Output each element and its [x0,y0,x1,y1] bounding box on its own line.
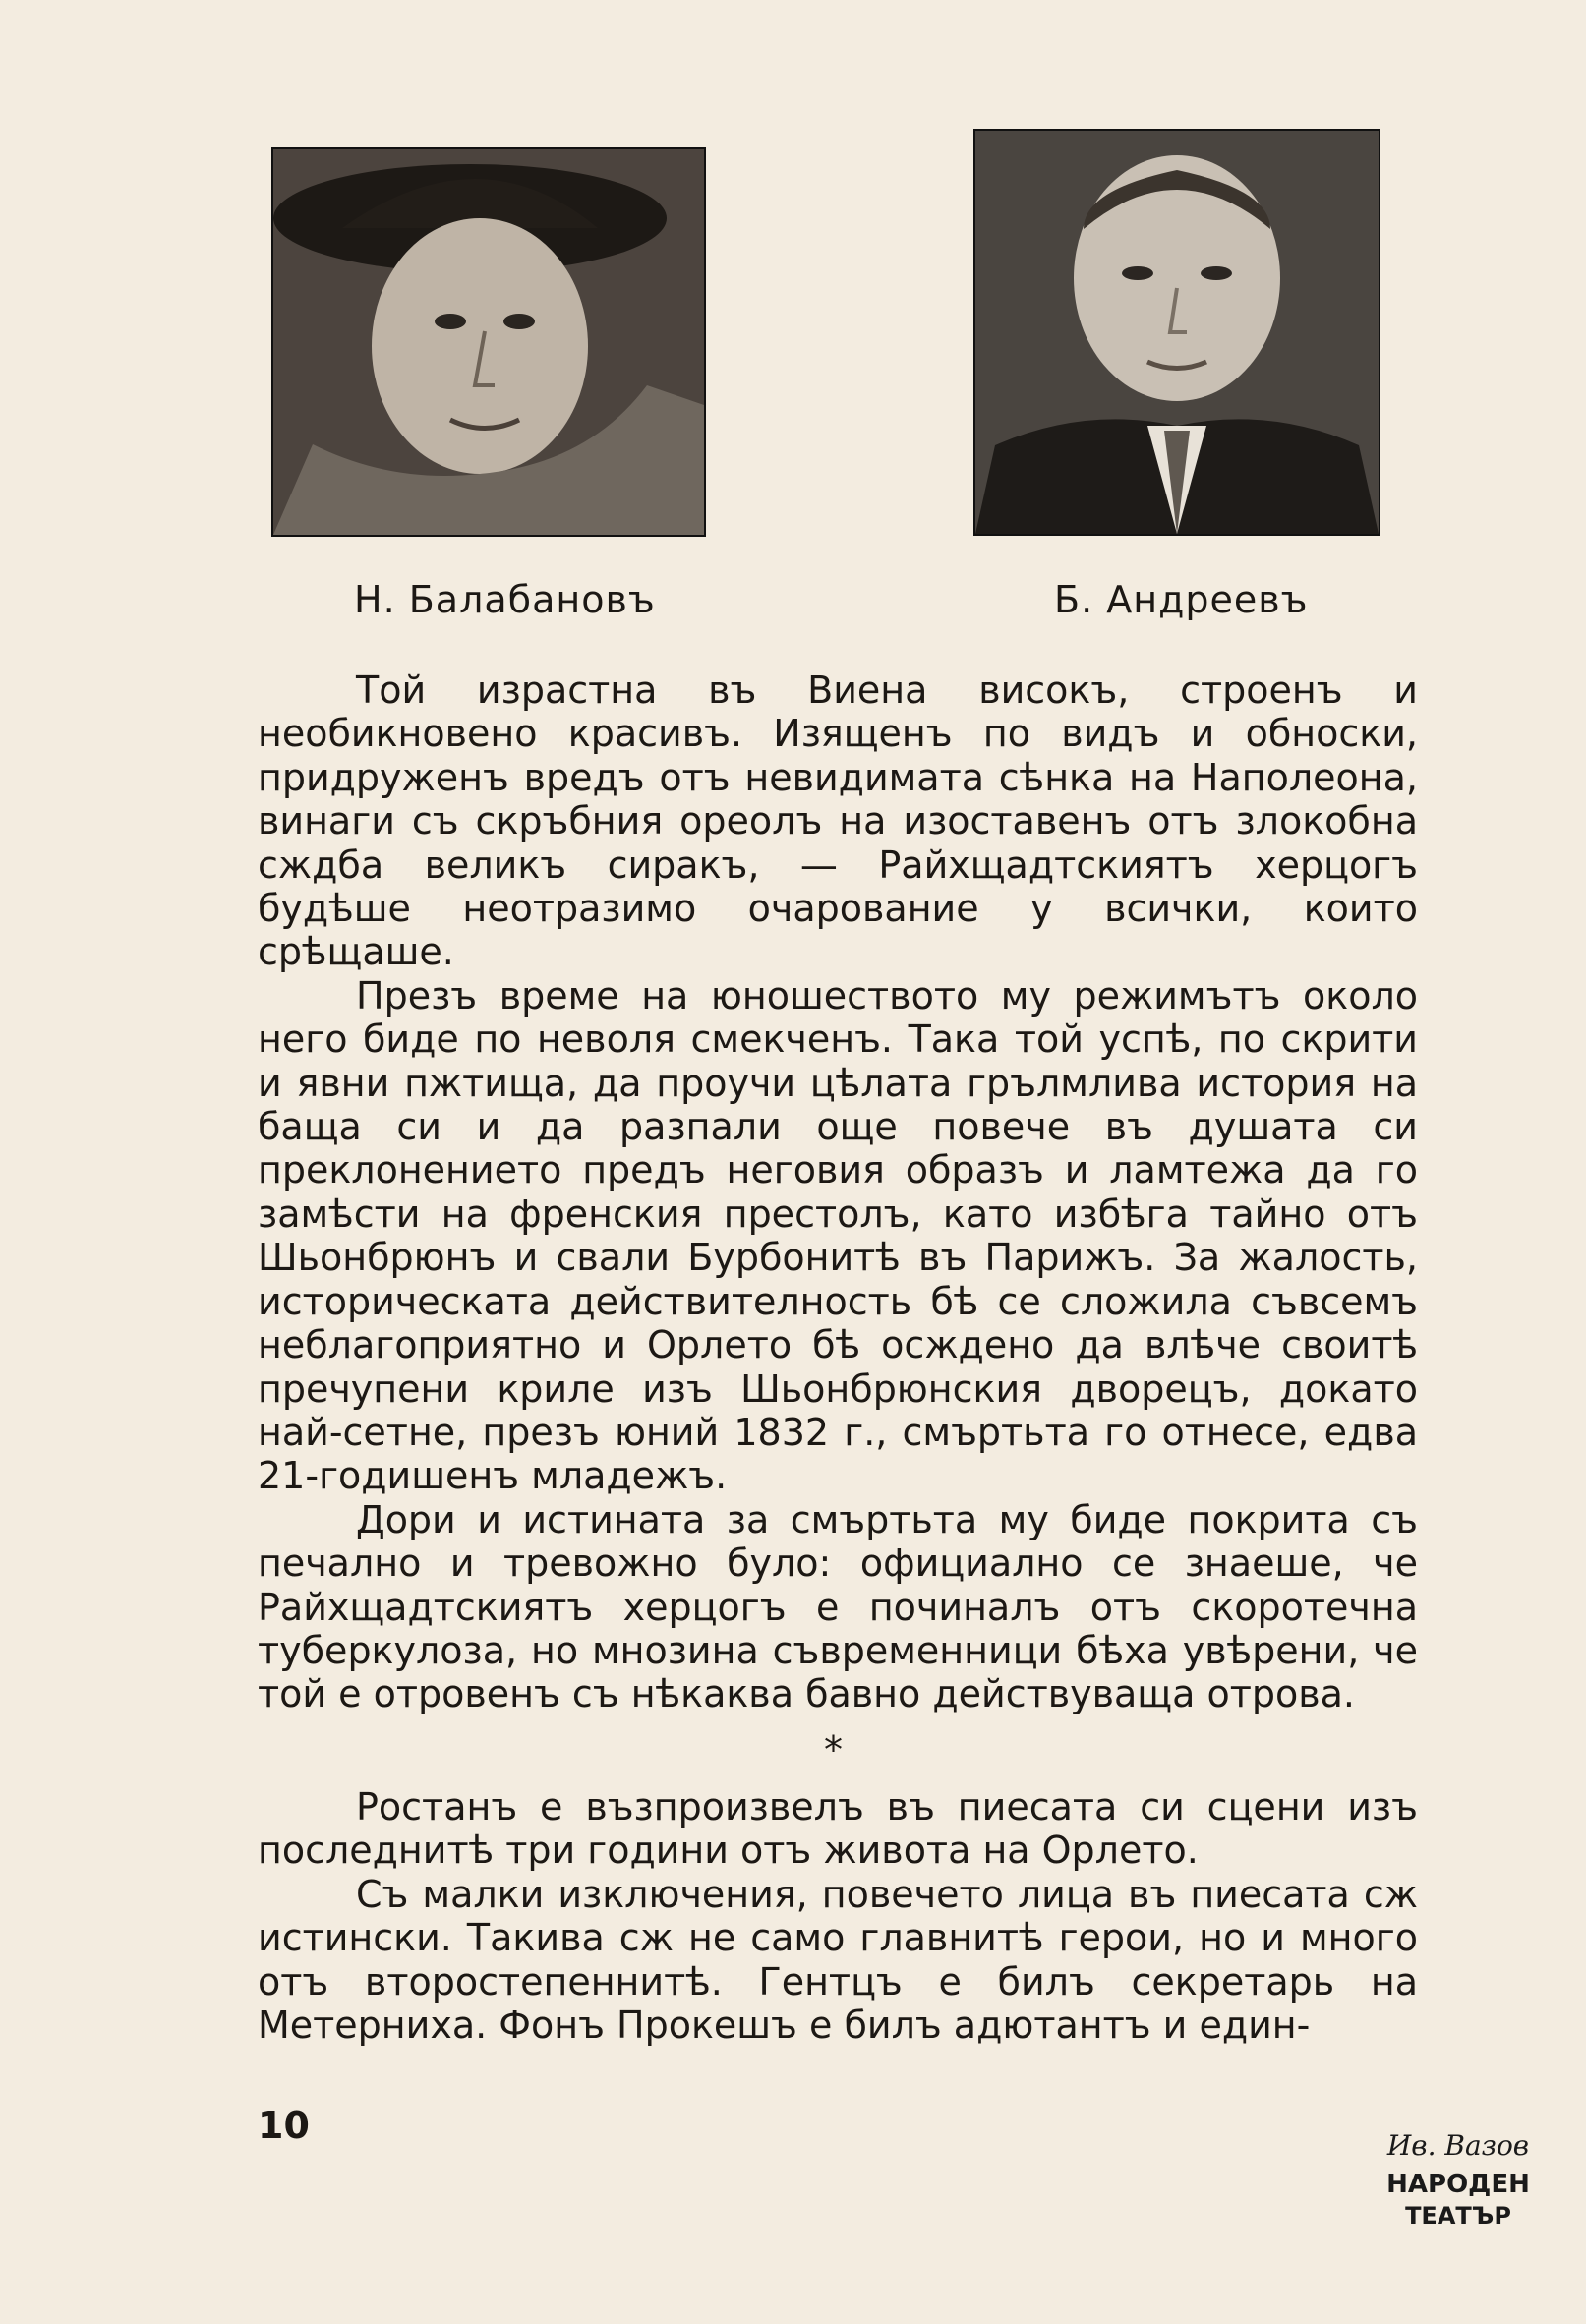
svg-text:Ив. Вазов: Ив. Вазов [1386,2129,1530,2162]
paragraph: Той израстна въ Виена високъ, строенъ и необикновено красивъ. Изященъ по видъ и обноски, придруженъ вредъ отъ невидимата сѣнка на Наполеона, винаги съ скръбния ореолъ на изоставенъ отъ злокобна сждба великъ сиракъ, — Райхщадтскиятъ херцогъ будѣше неотразимо очарование у всички, които срѣщаше. [258,668,1418,974]
theatre-logo-image [1375,2121,1542,2239]
paragraph: Съ малки изключения, повечето лица въ пиесата сж истински. Такива сж не само главнитѣ герои, но и много отъ второстепеннитѣ. Гентцъ е билъ секретарь на Метерниха. Фонъ Прокешъ е билъ адютантъ и един- [258,1872,1418,2048]
paragraph: Презъ време на юношеството му режимътъ около него биде по неволя смекченъ. Така той успѣ, по скрити и явни пжтища, да проучи цѣлата грълмлива история на баща си и да разпали още повече въ душата си преклонението предъ неговия образъ и ламтежа да го замѣсти на френския престолъ, като избѣга тайно отъ Шьонбрюнъ и свали Бурбонитѣ въ Парижъ. За жалость, историческата действителность бѣ се сложила съвсемъ неблагоприятно и Орлето бѣ осждено да влѣче своитѣ пречупени криле изъ Шьонбрюнския дворецъ, докато най-сетне, презъ юний 1832 г., смъртьта го отнесе, едва 21-годишенъ младежъ. [258,973,1418,1498]
portrait-balabanov-image [273,149,704,535]
svg-text:ТЕАТЪР: ТЕАТЪР [1405,2202,1511,2230]
portrait-caption-balabanov: Н. Балабановъ [354,578,656,621]
portrait-caption-andreev: Б. Андреевъ [1054,578,1309,621]
paragraph: Дори и истината за смъртьта му биде покрита съ печално и тревожно було: официално се знаеше, че Райхщадтскиятъ херцогъ е починалъ отъ скоротечна туберкулоза, но мнозина съвременници бѣха увѣрени, че той е отровенъ съ нѣкаква бавно действуваща отрова. [258,1497,1418,1716]
paragraph: Ростанъ е възпроизвелъ въ пиесата си сцени изъ последнитѣ три години отъ живота на Орлето. [258,1785,1418,1873]
body-text-top [258,668,1418,1716]
theatre-logo [1375,2121,1542,2239]
page-number: 10 [258,2104,310,2147]
portrait-andreev-image [975,131,1379,534]
body-text-bottom [258,1785,1418,2047]
portrait-photo-balabanov [273,149,704,535]
svg-text:НАРОДЕН: НАРОДЕН [1386,2170,1530,2199]
section-separator: * [824,1728,843,1772]
portrait-photo-andreev [975,131,1379,534]
